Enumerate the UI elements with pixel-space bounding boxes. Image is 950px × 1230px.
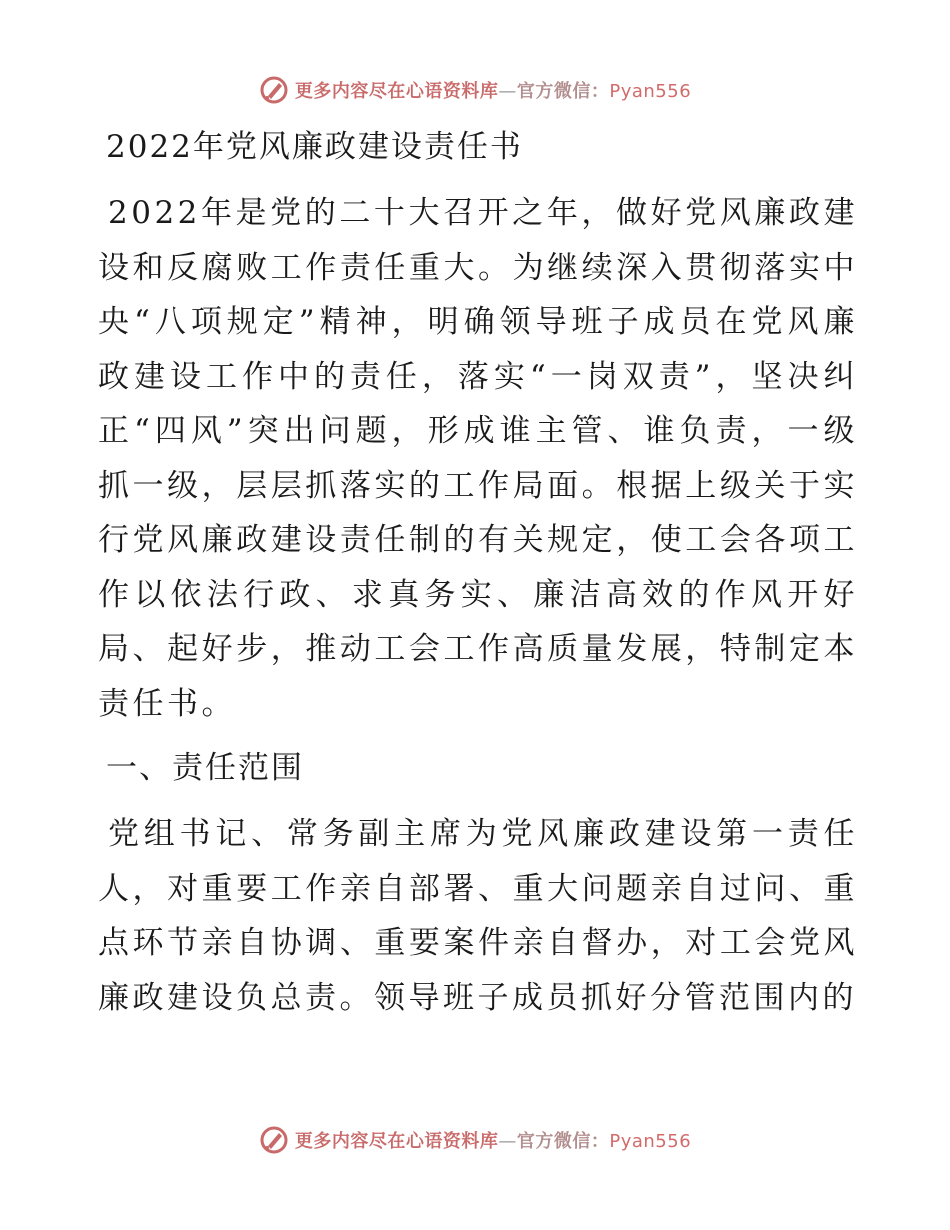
watermark-banner-bottom [0, 1120, 950, 1160]
watermark-separator: — [498, 81, 517, 102]
watermark-id: Pyan556 [609, 1131, 692, 1152]
watermark-wechat: 官方微信： [516, 1131, 610, 1152]
document-body [98, 118, 858, 1025]
watermark-main: 更多内容尽在心语资料库 [294, 1131, 499, 1152]
pen-circle-logo-icon [259, 75, 289, 105]
watermark-main: 更多内容尽在心语资料库 [294, 81, 499, 102]
section-paragraph: 党组书记、常务副主席为党风廉政建设第一责任人，对重要工作亲自部署、重大问题亲自过问、重点环节亲自协调、重要案件亲自督办，对工会党风廉政建设负总责。领导班子成员抓好分管范围内的 [98, 816, 858, 1016]
watermark-banner-top [0, 70, 950, 110]
watermark-text [295, 1127, 691, 1153]
watermark-text [295, 77, 691, 103]
pen-circle-logo-icon [259, 1125, 289, 1155]
document-title: 2022年党风廉政建设责任书 [106, 129, 523, 165]
intro-paragraph: 2022年是党的二十大召开之年，做好党风廉政建设和反腐败工作责任重大。为继续深入贯彻落实中央“八项规定”精神，明确领导班子成员在党风廉政建设工作中的责任，落实“一岗双责”，坚决纠正“四风”突出问题，形成谁主管、谁负责，一级抓一级，层层抓落实的工作局面。根据上级关于实行党风廉政建设责任制的有关规定，使工会各项工作以依法行政、求真务实、廉洁高效的作风开好局、起好步，推动工会工作高质量发展，特制定本责任书。 [98, 195, 858, 722]
watermark-id: Pyan556 [609, 81, 692, 102]
watermark-separator: — [498, 1131, 517, 1152]
watermark-wechat: 官方微信： [516, 81, 610, 102]
section-heading: 一、责任范围 [106, 750, 304, 786]
